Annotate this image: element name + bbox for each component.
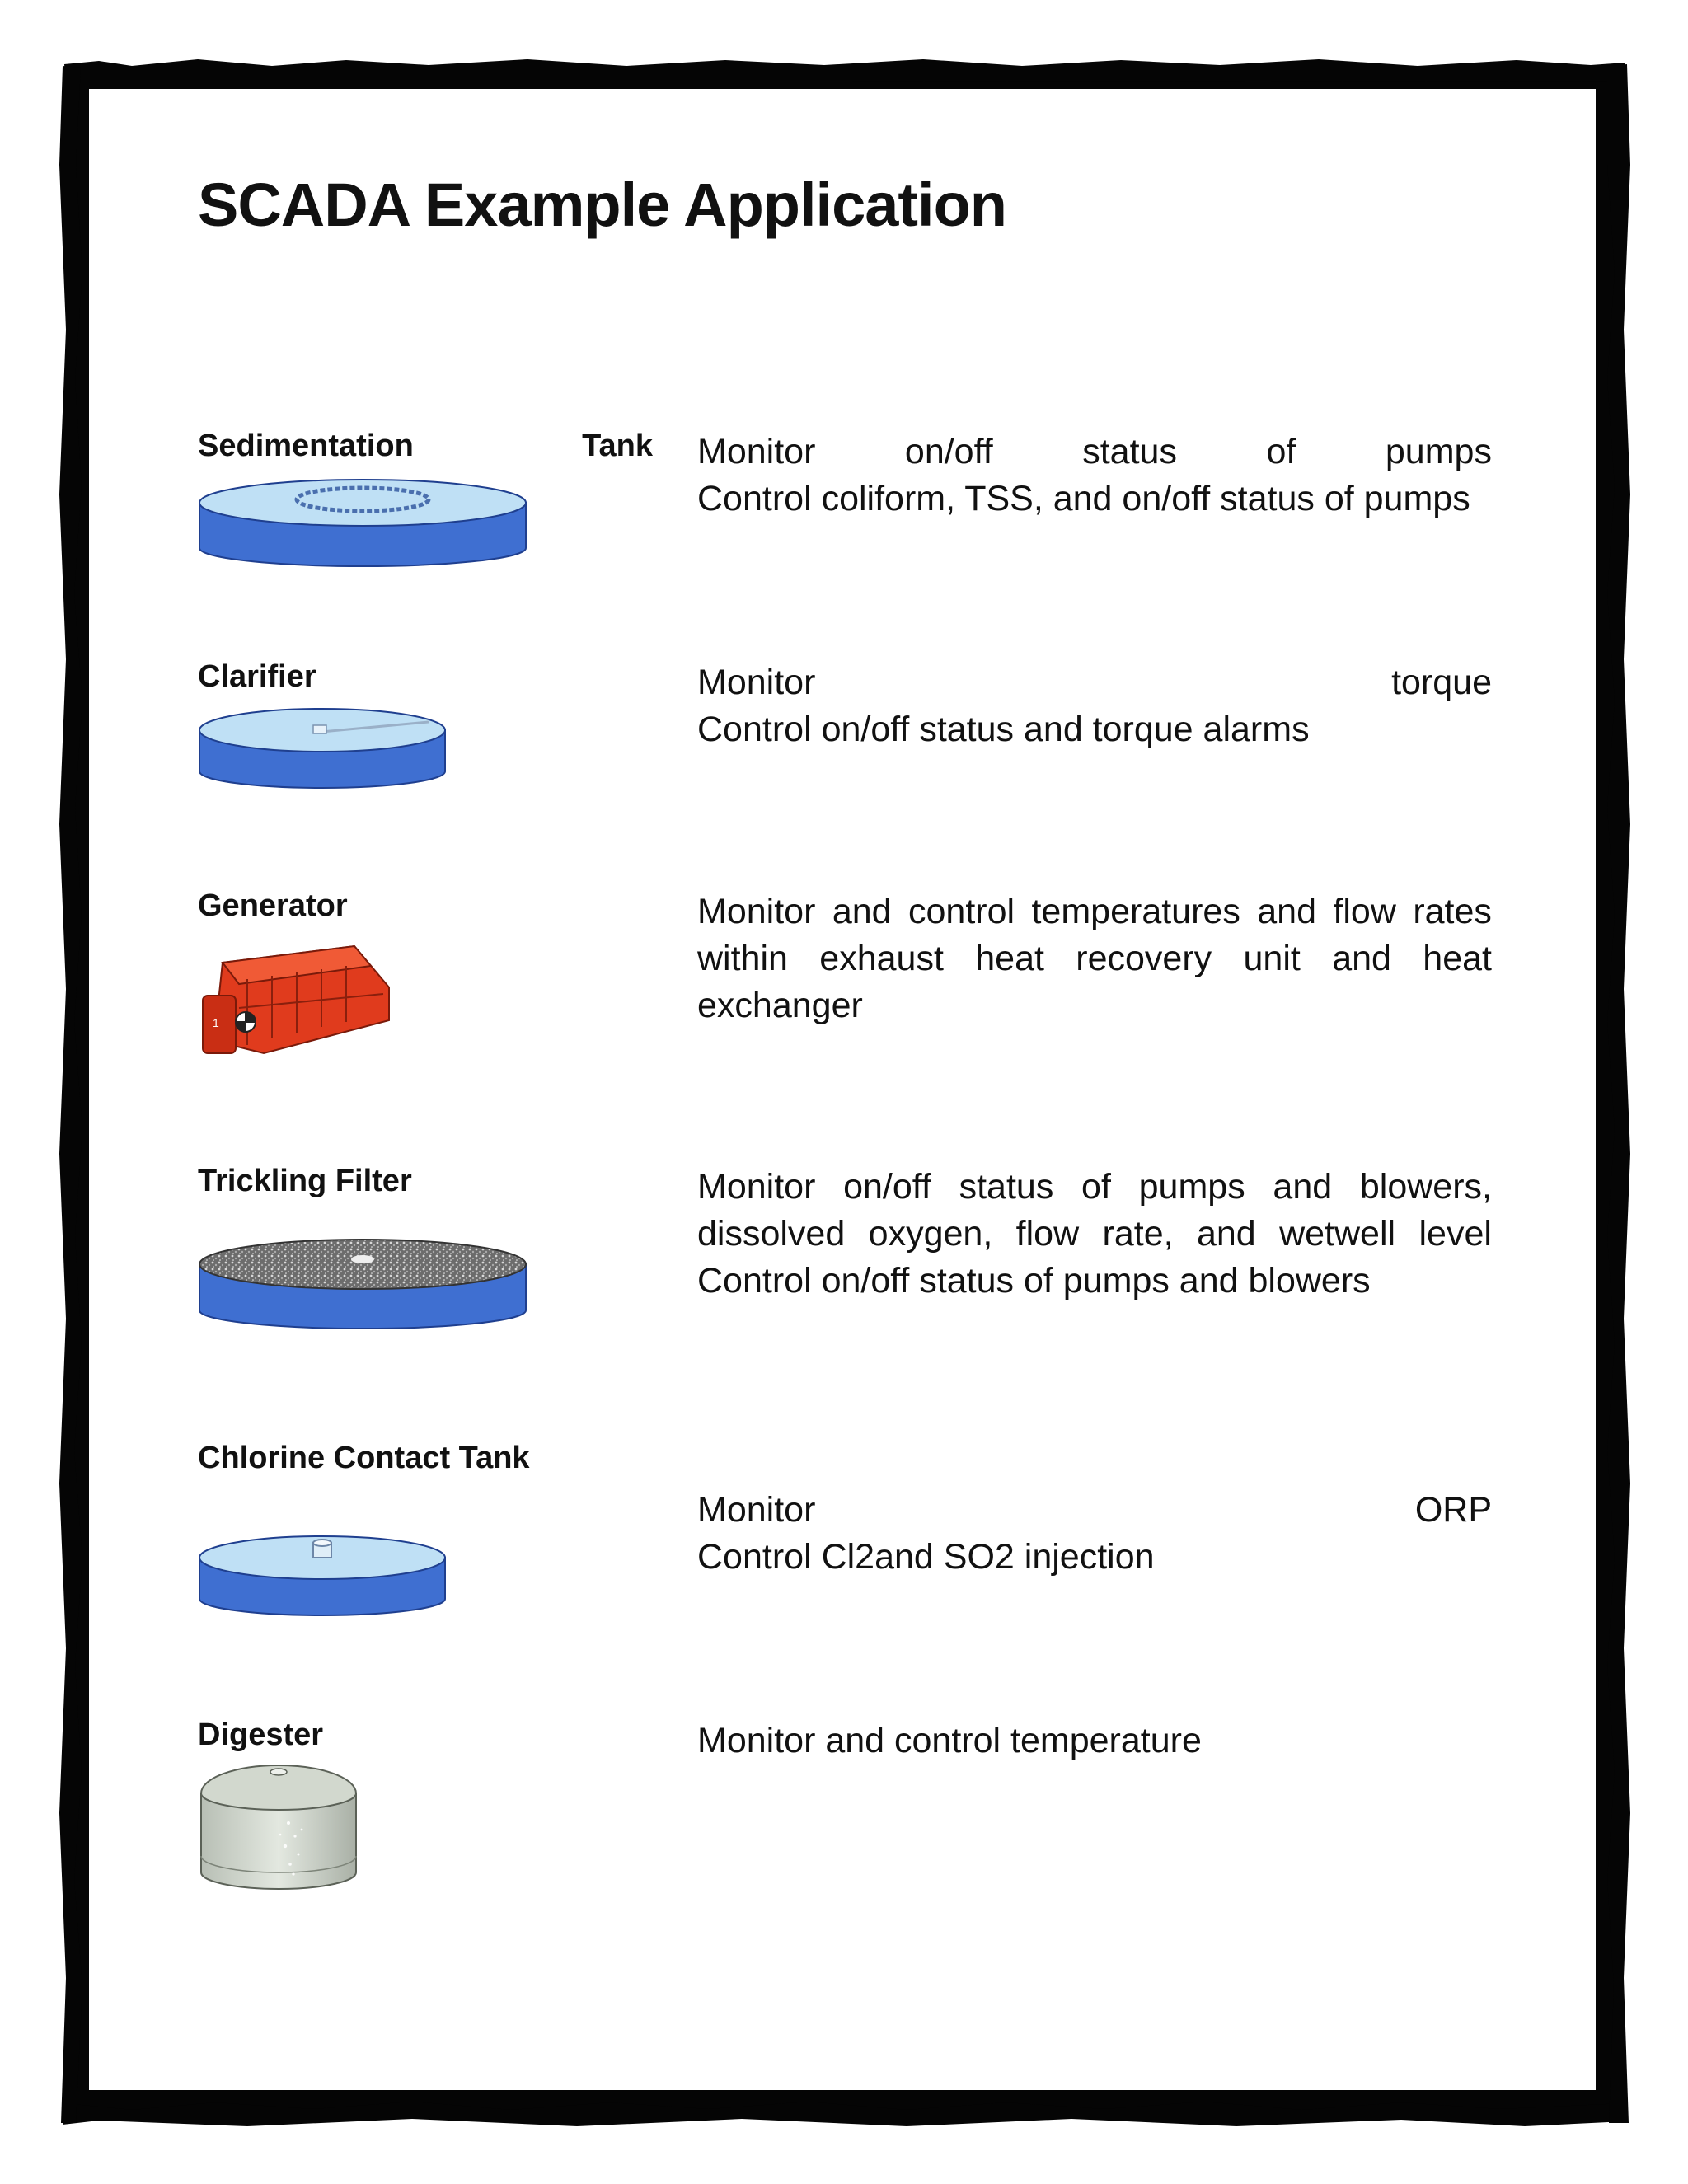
item-label: Digester — [198, 1718, 324, 1752]
description-line: Monitor and control temperatures and flow rates — [697, 892, 1492, 931]
item-label: Generator — [198, 888, 348, 923]
item-clarifier — [198, 659, 1492, 808]
item-label: Trickling Filter — [198, 1164, 412, 1198]
item-description — [697, 429, 1492, 523]
item-sedimentation-tank — [198, 429, 1492, 577]
description-line: dissolved oxygen, flow rate, and wetwell level — [697, 1214, 1492, 1254]
description-line: Control on/off status of pumps and blowers — [697, 1261, 1371, 1301]
digester-icon — [198, 1757, 359, 1897]
generator-icon — [198, 930, 396, 1070]
item-generator — [198, 888, 1492, 1086]
item-digester — [198, 1718, 1492, 1915]
description-line: within exhaust heat recovery unit and heat — [697, 939, 1492, 978]
sedimentation-tank-icon — [198, 470, 528, 569]
description-line: Control Cl2and SO2 injection — [697, 1537, 1155, 1577]
description-line: Monitor torque — [697, 663, 1492, 702]
item-description — [697, 1487, 1492, 1581]
description-line: Monitor ORP — [697, 1490, 1492, 1530]
svg-text:1: 1 — [213, 1016, 219, 1029]
page-title: SCADA Example Application — [198, 171, 1007, 239]
description-line: exchanger — [697, 986, 863, 1025]
description-line: Monitor on/off status of pumps — [697, 432, 1492, 471]
item-label: Chlorine Contact Tank — [198, 1441, 530, 1475]
description-line: Control coliform, TSS, and on/off status of pumps — [697, 479, 1470, 518]
item-description — [697, 659, 1492, 753]
item-description — [697, 1164, 1492, 1305]
description-line: Control on/off status and torque alarms — [697, 710, 1310, 749]
item-description — [697, 1718, 1492, 1765]
description-line: Monitor on/off status of pumps and blowers, — [697, 1167, 1492, 1207]
item-trickling-filter — [198, 1164, 1492, 1345]
trickling-filter-icon — [198, 1235, 528, 1333]
chlorine-contact-tank-icon — [198, 1528, 447, 1619]
item-chlorine-contact-tank — [198, 1441, 1492, 1622]
clarifier-icon — [198, 701, 447, 791]
item-description — [697, 888, 1492, 1029]
item-label: Clarifier — [198, 659, 316, 694]
description-line: Monitor and control temperature — [697, 1721, 1202, 1760]
item-label: Sedimentation Tank — [198, 429, 653, 463]
